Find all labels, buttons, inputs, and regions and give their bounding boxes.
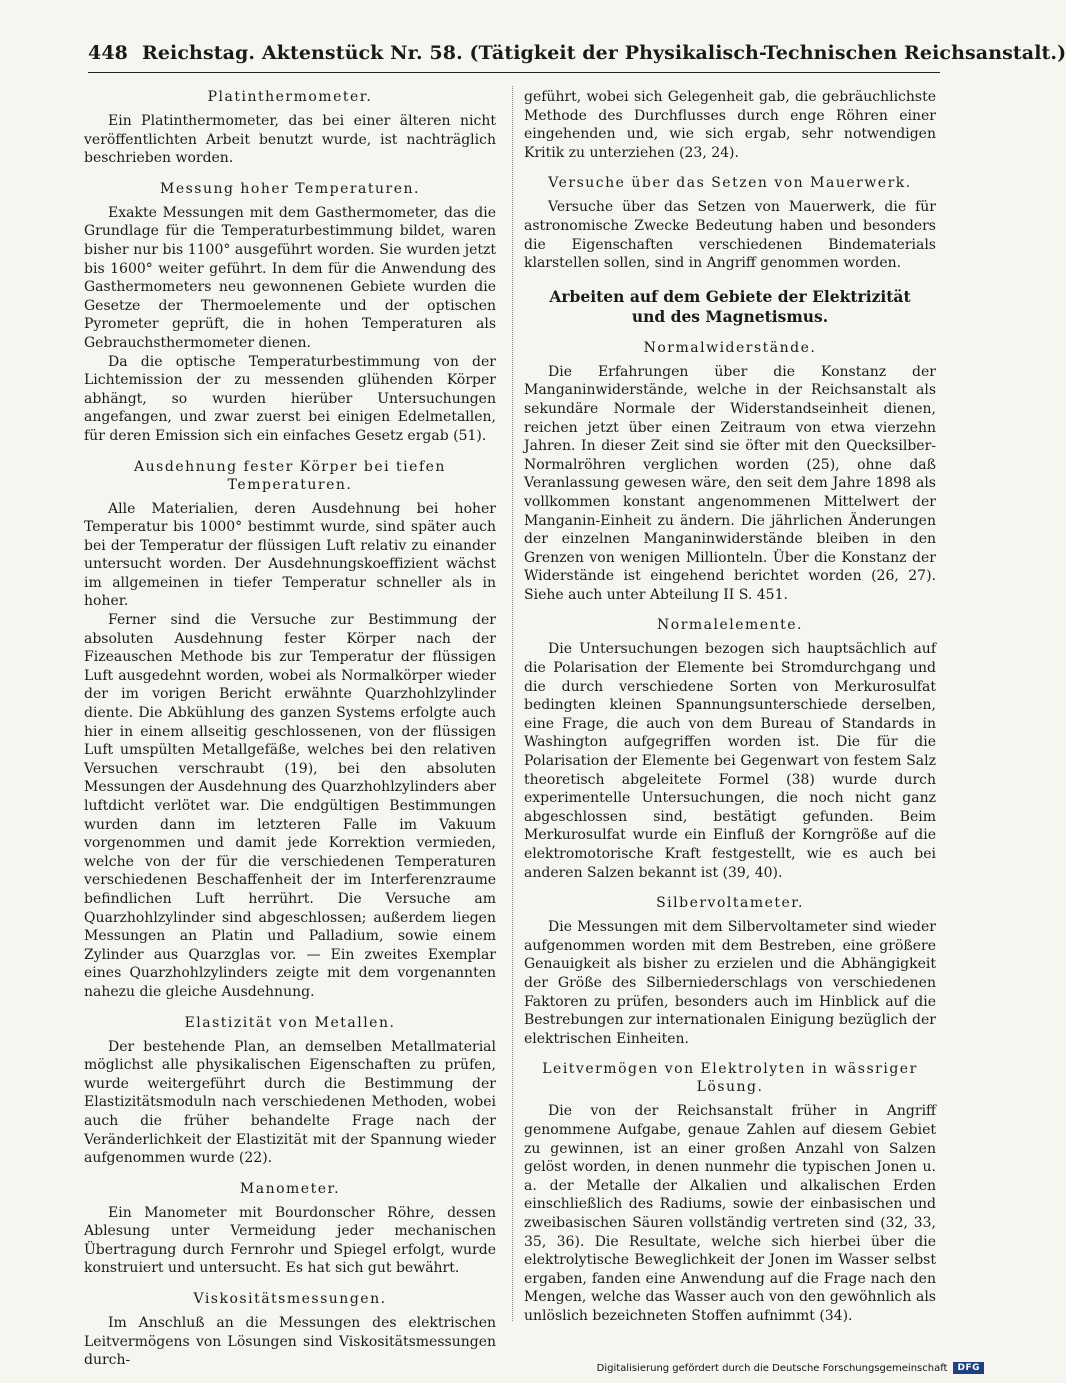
chapter-heading-line-1: Arbeiten auf dem Gebiete der Elektrizität [549, 286, 911, 306]
paragraph: Alle Materialien, deren Ausdehnung bei hoher Temperatur bis 1000° bestimmt wurde, sind später auch bei der Temperatur der flüssigen Luft relativ zu einander untersucht worden. Der Ausdehnungskoeffizient wächst im allgemeinen in tiefer Temperatur schneller als in hoher. [84, 500, 496, 610]
paragraph: Die von der Reichsanstalt früher in Angriff genommene Aufgabe, genaue Zahlen auf diesem Gebiet zu gewinnen, ist an einer großen Anzahl von Salzen gelöst worden, in denen nunmehr die typischen Jonen u. a. der Metalle der Alkalien und alkalischen Erden einschließlich des Radiums, sowie der einbasischen und zweibasischen Säuren vollständig vertreten sind (32, 33, 35, 36). Die Resultate, welche sich hierbei über die elektrolytische Beweglichkeit der Jonen im Wasser selbst ergaben, fanden eine Anwendung auf die Frage nach den Mengen, welche das Wasser auch von den gewöhnlich als unlöslich bezeichneten Stoffen aufnimmt (34). [524, 1103, 936, 1324]
dfg-logo-icon: DFG [953, 1362, 984, 1374]
right-column [524, 88, 936, 1324]
paragraph: Da die optische Temperaturbestimmung von der Lichtemission der zu messenden glühenden Körper abhängt, so wurden hierüber Untersuchungen angefangen, und zwar zuerst bei einigen Edelmetallen, für deren Emission sich ein einfaches Gesetz ergab (51). [84, 353, 496, 444]
column-divider [512, 86, 513, 1321]
paragraph: Ein Manometer mit Bourdonscher Röhre, dessen Ablesung unter Vermeidung jeder mechanischen Übertragung durch Fernrohr und Spiegel erfolgt, wurde konstruiert und untersucht. Es hat sich gut bewährt. [84, 1204, 496, 1277]
section-heading: Normalwiderstände. [643, 339, 817, 356]
chapter-heading [524, 287, 936, 327]
paragraph: Exakte Messungen mit dem Gasthermometer, das die Grundlage für die Temperaturbestimmung bildet, waren bisher nur bis 1100° ausgeführt worden. Sie wurden jetzt bis 1600° weiter geführt. In dem für die Anwendung des Gasthermometers neu gewonnenen Gebiete wurden die Gesetze der Thermoelemente und der optischen Pyrometer geprüft, die in hohen Temperaturen als Gebrauchsthermometer dienen. [84, 204, 496, 351]
section-heading: Normalelemente. [657, 617, 803, 634]
paragraph: Versuche über das Setzen von Mauerwerk, die für astronomische Zwecke Bedeutung haben und besonders die Eigenschaften verschiedenen Bindematerials klarstellen sollen, sind in Angriff genommen worden. [524, 199, 936, 272]
paragraph: Im Anschluß an die Messungen des elektrischen Leitvermögens von Lösungen sind Viskositätsmessungen durch- [84, 1315, 496, 1369]
section-heading: Platinthermometer. [207, 89, 373, 105]
section-heading: Elastizität von Metallen. [184, 1014, 396, 1031]
paragraph: Die Untersuchungen bezogen sich hauptsächlich auf die Polarisation der Elemente bei Stromdurchgang und die durch verschiedene Sorten von Merkurosulfat bedingten kleinen Spannungsunterschiede derselben, eine Frage, die auch von dem Bureau of Standards in Washington aufgegriffen worden ist. Die für die Polarisation der Elemente bei Gegenwart von festem Salz theoretisch abgeleitete Formel (38) wurde durch experimentelle Untersuchungen, die noch nicht ganz abgeschlossen sind, bestätigt gefunden. Beim Merkurosulfat wurde ein Einfluß der Korngröße auf die elektromotorische Kraft festgestellt, wie es auch bei anderen Salzen bekannt ist (39, 40). [524, 641, 936, 881]
funding-note: Digitalisierung gefördert durch die Deutsche Forschungsgemeinschaft [596, 1362, 948, 1374]
page-number: 448 [88, 42, 128, 64]
section-heading: Silbervoltameter. [656, 895, 804, 912]
section-heading: Leitvermögen von Elektrolyten in wässriger Lösung. [542, 1061, 918, 1096]
section-heading: Versuche über das Setzen von Mauerwerk. [548, 175, 912, 192]
paragraph: Der bestehende Plan, an demselben Metallmaterial möglichst alle physikalischen Eigenschaften zu prüfen, wurde weitergeführt durch die Bestimmung der Elastizitätsmoduln nach verschiedenen Methoden, wobei auch die früher behandelte Frage nach der Veränderlichkeit der Elastizität mit der Spannung wieder aufgenommen wurde (22). [84, 1038, 496, 1167]
paragraph: Ein Platinthermometer, das bei einer älteren nicht veröffentlichten Arbeit benutzt wurde, ist nachträglich beschrieben worden. [84, 113, 496, 167]
chapter-heading-line-2: und des Magnetismus. [631, 306, 829, 326]
paragraph: Die Messungen mit dem Silbervoltameter sind wieder aufgenommen worden mit dem Bestreben, eine größere Genauigkeit als bisher zu erzielen und die Abhängigkeit der Größe des Silberniederschlags von verschiedenen Faktoren zu prüfen, besonders auch im Hinblick auf die Bestrebungen zur internationalen Einigung bezüglich der elektrischen Einheiten. [524, 919, 936, 1047]
paragraph-continued: geführt, wobei sich Gelegenheit gab, die gebräuchlichste Methode des Durchflusses durch enge Röhren einer eingehenden und, wie sich ergab, sehr notwendigen Kritik zu unterziehen (23, 24). [524, 89, 936, 161]
header-rule [88, 72, 940, 73]
section-heading: Messung hoher Temperaturen. [159, 180, 420, 197]
section-heading: Ausdehnung fester Körper bei tiefen Temperaturen. [134, 458, 446, 493]
paragraph: Ferner sind die Versuche zur Bestimmung der absoluten Ausdehnung fester Körper nach der Fizeauschen Methode bis zur Temperatur der flüssigen Luft ausgedehnt worden, wobei als Normalkörper wieder der im vorigen Bericht erwähnte Quarzhohlzylinder diente. Die Abkühlung des ganzen Systems erfolgte auch hier in einem allseitig geschlossenen, von der flüssigen Luft umspülten Metallgefäße, welches bei den relativen Versuchen verschraubt (19), bei den absoluten Messungen der Ausdehnung des Quarzhohlzylinders aber luftdicht verlötet war. Die endgültigen Bestimmungen wurden dann im letzteren Falle im Vakuum vorgenommen und damit jede Korrektion vermieden, welche von der für die verschiedenen Temperaturen verschiedenen Beschaffenheit der im Interferenzraume befindlichen Luft herrührt. Die Versuche am Quarzhohlzylinder sind abgeschlossen; außerdem liegen Messungen an Platin und Palladium, sowie einem Zylinder aus Quarzglas vor. — Ein zweites Exemplar eines Quarzhohlzylinders zeigte mit dem vorgenannten nahezu die gleiche Ausdehnung. [84, 612, 496, 1000]
page-header [88, 42, 1066, 72]
running-title: Reichstag. Aktenstück Nr. 58. (Tätigkeit der Physikalisch-Technischen Reichsanstalt.) [141, 42, 1066, 64]
paragraph: Die Erfahrungen über die Konstanz der Manganinwiderstände, welche in der Reichsanstalt als sekundäre Normale der Widerstandseinheit dienen, reichen jetzt über einen Zeitraum von etwa vierzehn Jahren. In dieser Zeit sind sie öfter mit den Quecksilber-Normalröhren verglichen worden (25), ohne daß Veranlassung gewesen wäre, den seit dem Jahre 1898 als vollkommen konstant angenommenen Mittelwert der Manganin-Einheit zu ändern. Die jährlichen Änderungen der einzelnen Manganinwiderstände bleiben in den Grenzen von wenigen Millionteln. Über die Konstanz der Widerstände ist eingehend berichtet worden (26, 27). Siehe auch unter Abteilung II S. 451. [524, 363, 936, 603]
section-heading: Viskositätsmessungen. [193, 1291, 387, 1308]
section-heading: Manometer. [239, 1180, 341, 1197]
left-column [84, 88, 496, 1369]
footer [597, 1362, 984, 1374]
